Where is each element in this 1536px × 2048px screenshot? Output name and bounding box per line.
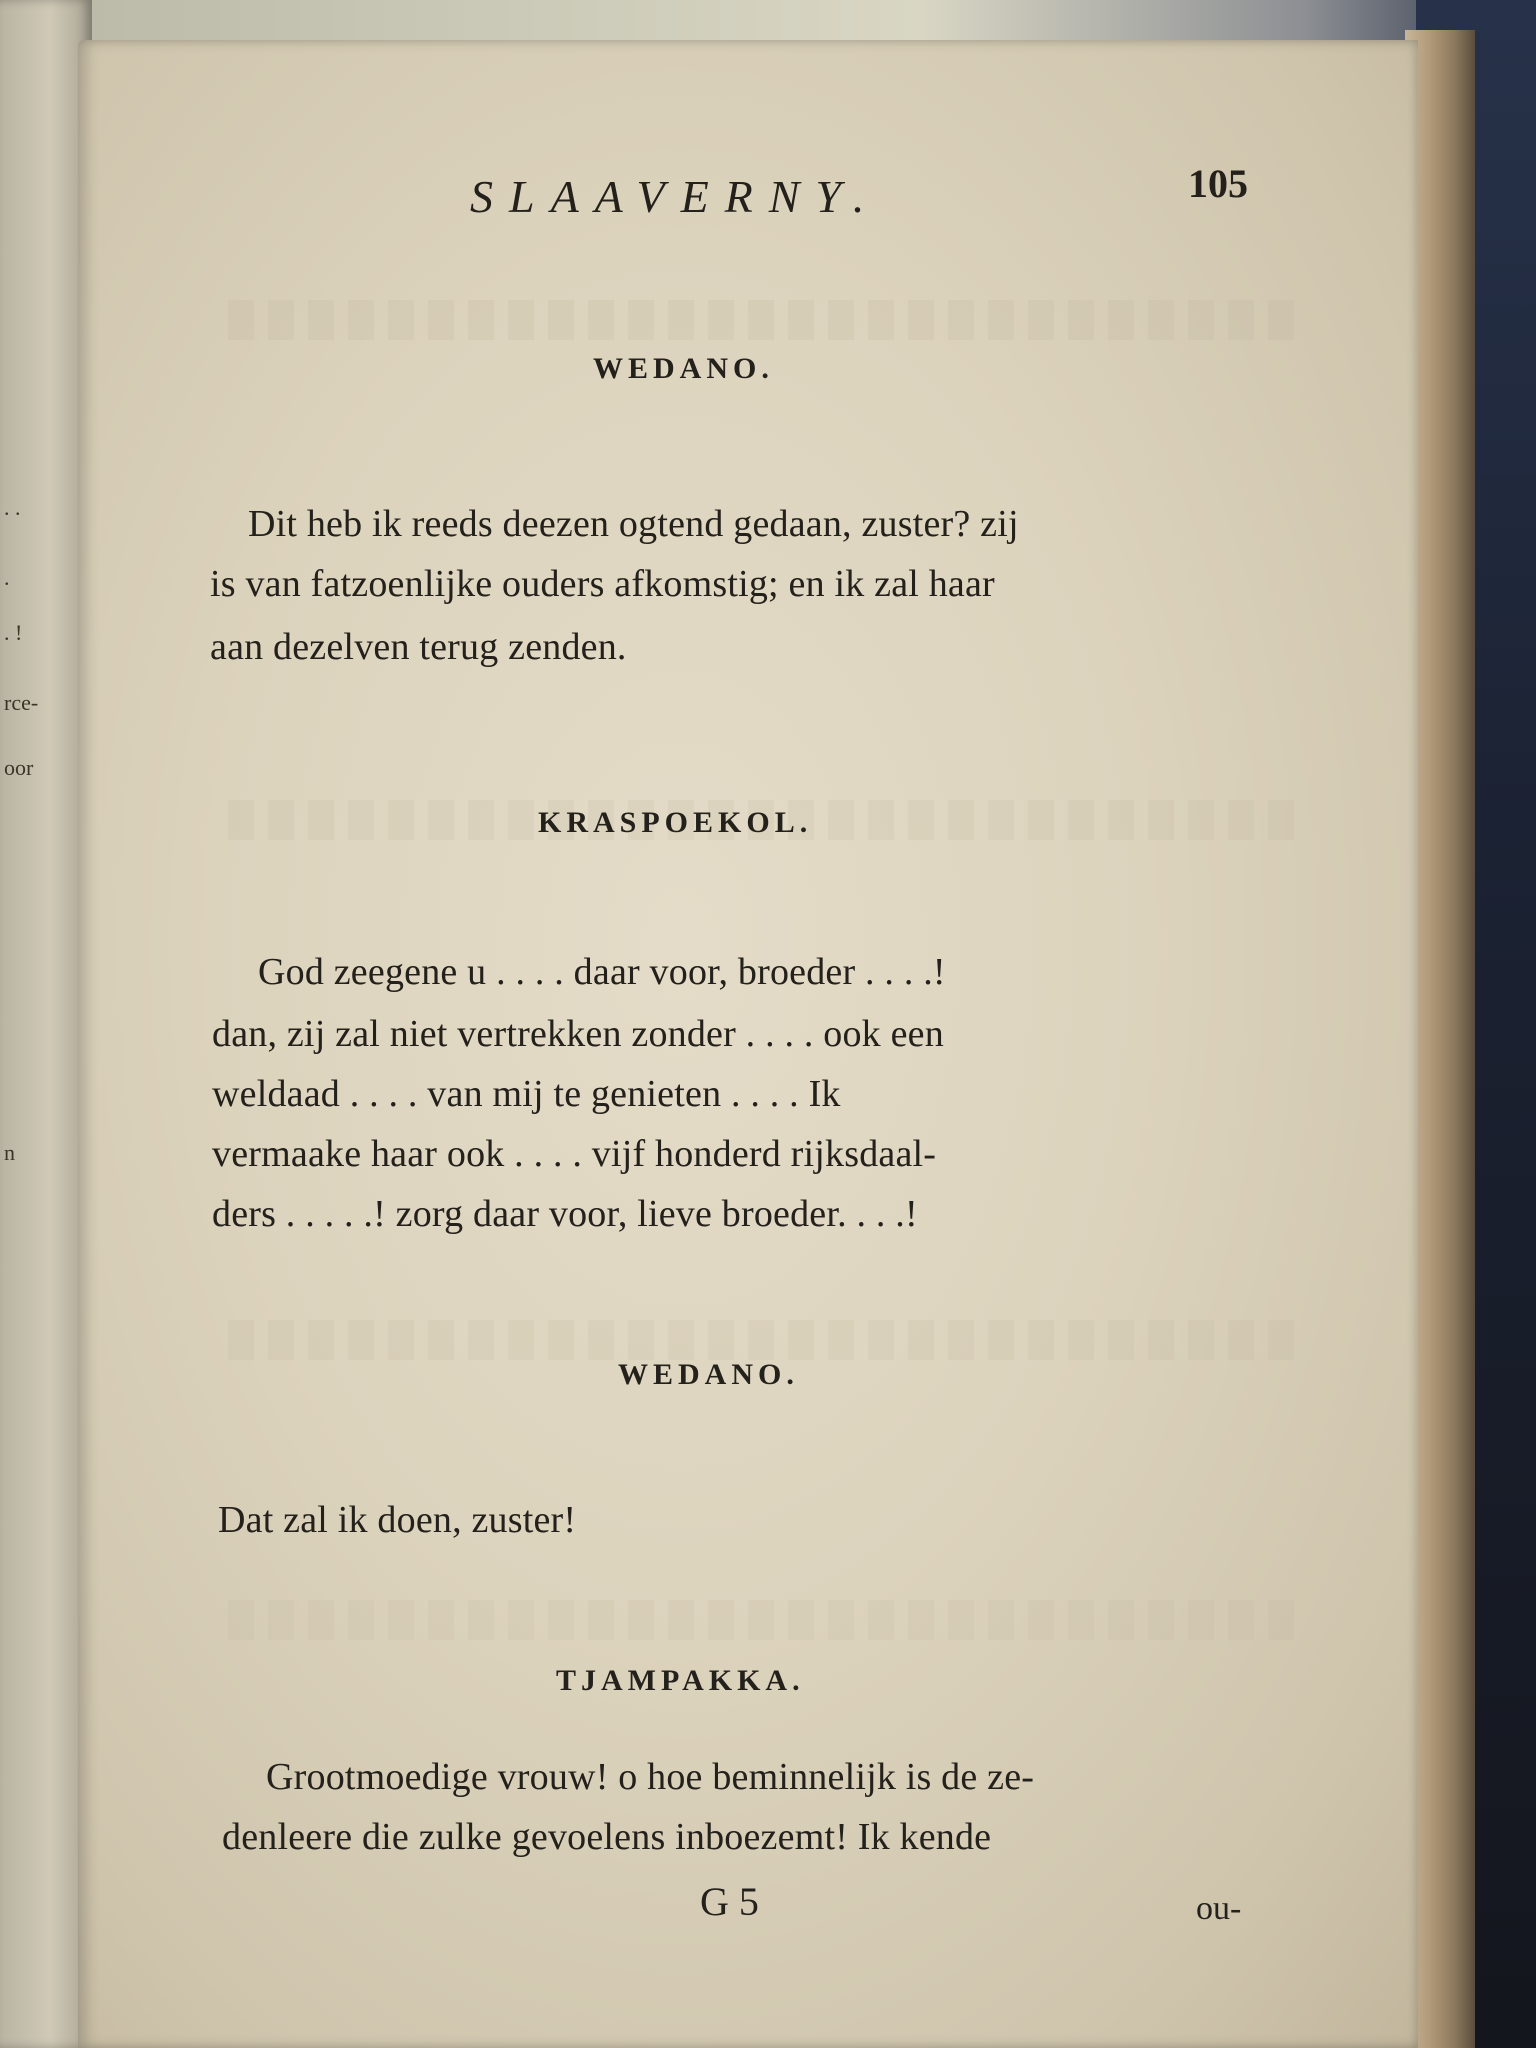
text-line: Dat zal ik doen, zuster! (218, 1499, 577, 1541)
text-line: is van fatzoenlijke ouders afkomstig; en ik zal haar (210, 563, 995, 605)
text-line: God zeegene u . . . . daar voor, broeder . . . .! (258, 951, 946, 993)
text-line: dan, zij zal niet vertrekken zonder . . . . ook een (212, 1013, 944, 1055)
running-head: SLAAVERNY. (470, 171, 881, 222)
text-line: vermaake haar ook . . . . vijf honderd rijksdaal- (212, 1133, 937, 1175)
left-page-fragment: oor (4, 755, 34, 780)
signature-mark: G 5 (700, 1879, 759, 1924)
text-line: aan dezelven terug zenden. (210, 626, 627, 668)
page-number: 105 (1188, 161, 1248, 206)
speaker-name: TJAMPAKKA. (556, 1664, 805, 1697)
text-line: Grootmoedige vrouw! o hoe beminnelijk is de ze- (266, 1756, 1035, 1798)
show-through-texture (228, 1600, 1308, 1640)
left-page-fragment: . ! (4, 620, 23, 645)
text-line: ders . . . . .! zorg daar voor, lieve broeder. . . .! (212, 1193, 918, 1235)
left-page-fragment: n (4, 1140, 15, 1165)
text-line: weldaad . . . . van mij te genieten . . . . Ik (212, 1073, 841, 1115)
speaker-name: KRASPOEKOL. (538, 806, 813, 839)
left-page-fragment: rce- (4, 690, 39, 715)
speaker-name: WEDANO. (618, 1358, 799, 1391)
left-page-fragment: . (4, 565, 10, 590)
show-through-texture (228, 1320, 1308, 1360)
speaker-name: WEDANO. (593, 352, 774, 385)
text-line: Dit heb ik reeds deezen ogtend gedaan, zuster? zij (248, 503, 1019, 545)
text-line: denleere die zulke gevoelens inboezemt! Ik kende (222, 1816, 992, 1858)
left-page-fragment: . . (4, 495, 21, 520)
show-through-texture (228, 300, 1308, 340)
catchword: ou- (1196, 1890, 1242, 1927)
